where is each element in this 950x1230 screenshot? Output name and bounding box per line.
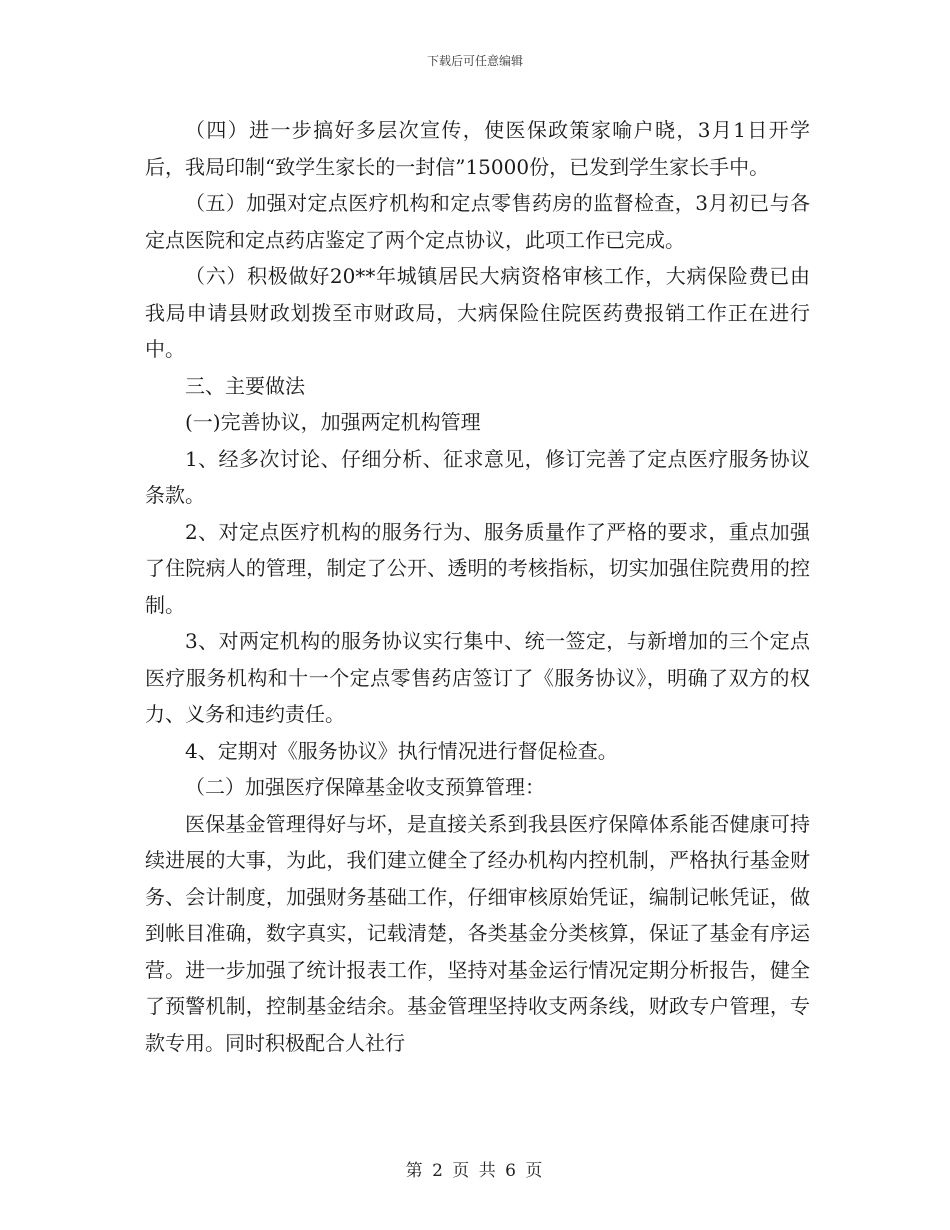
paragraph: （五）加强对定点医疗机构和定点零售药房的监督检查，3月初已与各定点医院和定点药店鉴定了两个定点协议，此项工作已完成。 [145,191,810,252]
paragraph: （六）积极做好20**年城镇居民大病资格审核工作，大病保险费已由我局申请县财政划拨至市财政局，大病保险住院医药费报销工作正在进行中。 [145,264,810,361]
paragraph: （四）进一步搞好多层次宣传，使医保政策家喻户晓，3月1日开学后，我局印制“致学生家长的一封信”15000份，已发到学生家长手中。 [145,118,810,179]
page-header: 下载后可任意编辑 [426,54,523,68]
paragraph: 3、对两定机构的服务协议实行集中、统一签定，与新增加的三个定点医疗服务机构和十一个定点零售药店签订了《服务协议》，明确了双方的权力、义务和违约责任。 [145,629,810,726]
subsection-heading: (一)完善协议，加强两定机构管理 [185,410,481,434]
paragraph: 2、对定点医疗机构的服务行为、服务质量作了严格的要求，重点加强了住院病人的管理，制定了公开、透明的考核指标，切实加强住院费用的控制。 [145,519,810,617]
page-number: 第 2 页 共 6 页 [405,1161,545,1181]
paragraph: 4、定期对《服务协议》执行情况进行督促检查。 [185,738,618,763]
subsection-heading: （二）加强医疗保障基金收支预算管理： [185,775,545,799]
document-body [145,112,810,1061]
paragraph: 1、经多次讨论、仔细分析、征求意见，修订完善了定点医疗服务协议条款。 [145,446,810,507]
section-heading: 三、主要做法 [185,373,305,398]
paragraph: 医保基金管理得好与坏，是直接关系到我县医疗保障体系能否健康可持续进展的大事，为此，我们建立健全了经办机构内控机制，严格执行基金财务、会计制度，加强财务基础工作，仔细审核原始凭证，编制记帐凭证，做到帐目准确，数字真实，记载清楚，各类基金分类核算，保证了基金有序运营。进一步加强了统计报表工作，坚持对基金运行情况定期分析报告，健全了预警机制，控制基金结余。基金管理坚持收支两条线，财政专户管理，专款专用。同时积极配合人社行 [145,811,810,1055]
